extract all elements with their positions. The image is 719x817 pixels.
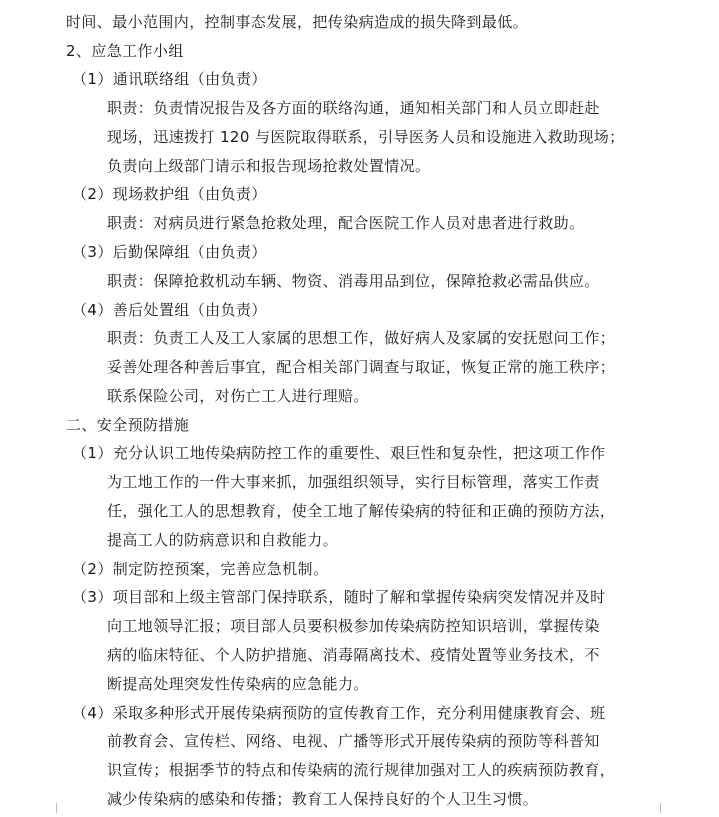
section-heading: 二、安全预防措施 xyxy=(66,416,190,434)
text-line: 向工地领导汇报；项目部人员要积极参加传染病防控知识培训，掌握传染 xyxy=(107,617,600,635)
text-line: 任，强化工人的思想教育，使全工地了解传染病的特征和正确的预防方法， xyxy=(107,502,616,520)
list-item: （2）制定防控预案，完善应急机制。 xyxy=(72,560,329,578)
text-line: 现场，迅速拨打 120 与医院取得联系，引导医务人员和设施进入救助现场； xyxy=(107,128,625,146)
subsection-heading: （3）后勤保障组（由负责） xyxy=(72,243,267,261)
text-line: 联系保险公司，对伤亡工人进行理赔。 xyxy=(107,387,369,405)
text-line: 病的临床特征、个人防护措施、消毒隔离技术、疫情处置等业务技术，不 xyxy=(107,646,600,664)
text-line: 前教育会、宣传栏、网络、电视、广播等形式开展传染病的预防等科普知 xyxy=(107,732,600,750)
text-line: 提高工人的防病意识和自救能力。 xyxy=(107,531,339,549)
text-line: 职责：保障抢救机动车辆、物资、消毒用品到位，保障抢救必需品供应。 xyxy=(107,272,600,290)
text-line: 职责：负责工人及工人家属的思想工作，做好病人及家属的安抚慰问工作； xyxy=(107,329,616,347)
list-item: （1）充分认识工地传染病防控工作的重要性、艰巨性和复杂性，把这项工作作 xyxy=(72,444,606,462)
section-heading: 2、应急工作小组 xyxy=(66,42,184,60)
text-line: 负责向上级部门请示和报告现场抢救处置情况。 xyxy=(107,157,431,175)
text-line: 断提高处理突发性传染病的应急能力。 xyxy=(107,675,369,693)
text-line: 职责：负责情况报告及各方面的联络沟通，通知相关部门和人员立即赶赴 xyxy=(107,99,600,117)
text-line: 为工地工作的一件大事来抓，加强组织领导，实行目标管理，落实工作责 xyxy=(107,473,600,491)
list-item: （4）采取多种形式开展传染病预防的宣传教育工作，充分利用健康教育会、班 xyxy=(72,704,606,722)
margin-mark-left xyxy=(56,803,65,813)
text-line: 时间、最小范围内，控制事态发展，把传染病造成的损失降到最低。 xyxy=(66,13,529,31)
subsection-heading: （4）善后处置组（由负责） xyxy=(72,301,267,319)
text-line: 妥善处理各种善后事宜，配合相关部门调查与取证，恢复正常的施工秩序； xyxy=(107,358,616,376)
text-line: 识宣传；根据季节的特点和传染病的流行规律加强对工人的疾病预防教育， xyxy=(107,761,616,779)
list-item: （3）项目部和上级主管部门保持联系，随时了解和掌握传染病突发情况并及时 xyxy=(72,588,606,606)
text-line: 职责：对病员进行紧急抢救处理，配合医院工作人员对患者进行救助。 xyxy=(107,214,585,232)
text-line: 减少传染病的感染和传播；教育工人保持良好的个人卫生习惯。 xyxy=(107,790,539,808)
subsection-heading: （1）通讯联络组（由负责） xyxy=(72,70,267,88)
subsection-heading: （2）现场救护组（由负责） xyxy=(72,185,267,203)
margin-mark-right xyxy=(652,803,661,813)
